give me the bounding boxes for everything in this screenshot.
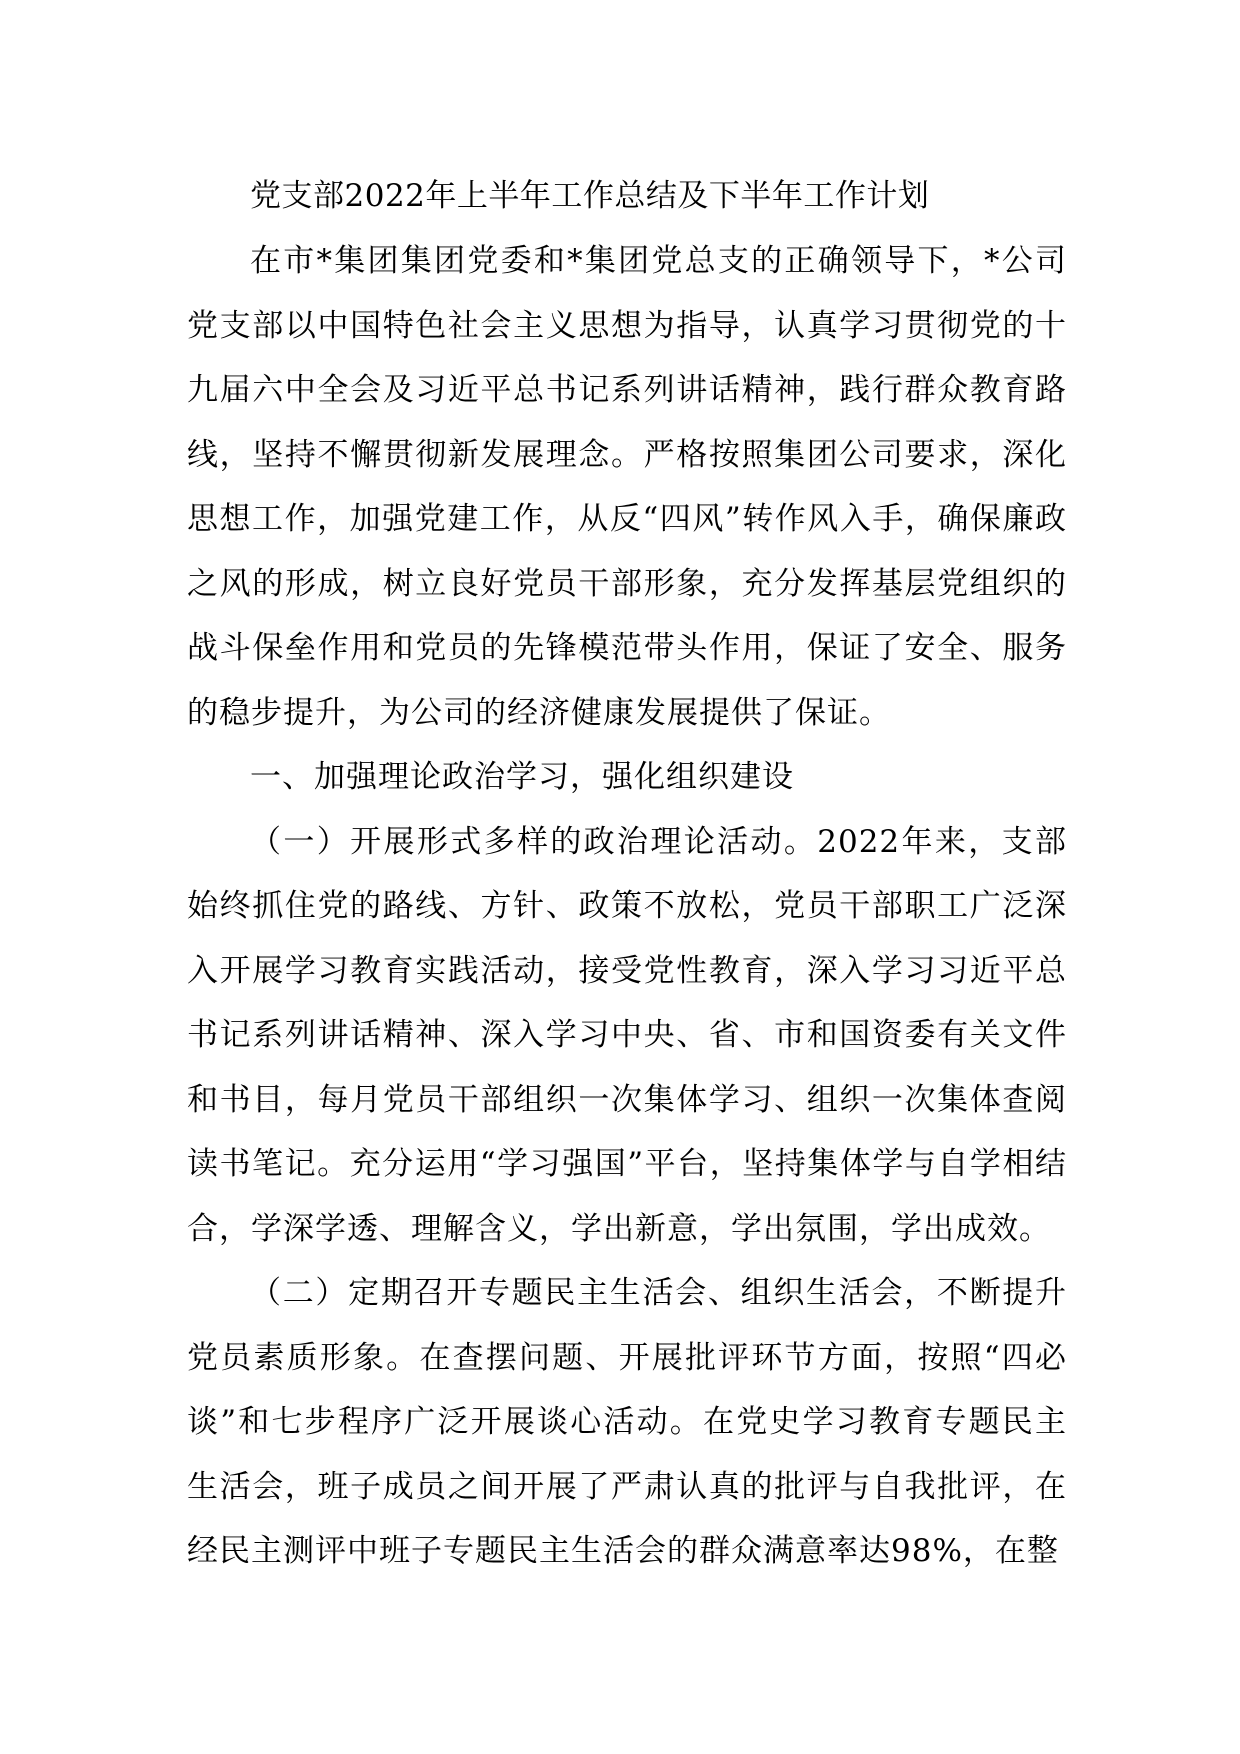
document-title: 党支部2022年上半年工作总结及下半年工作计划 [250, 178, 930, 214]
subsection-1-paragraph: （一）开展形式多样的政治理论活动。2022年来，支部始终抓住党的路线、方针、政策不放松，党员干部职工广泛深入开展学习教育实践活动，接受党性教育，深入学习习近平总书记系列讲话精神、深入学习中央、省、市和国资委有关文件和书目，每月党员干部组织一次集体学习、组织一次集体查阅读书笔记。充分运用“学习强国”平台，坚持集体学与自学相结合，学深学透、理解含义，学出新意，学出氛围，学出成效。 [187, 823, 1067, 1247]
document-body [187, 229, 1067, 1584]
section-heading-1: 一、加强理论政治学习，强化组织建设 [250, 759, 794, 795]
subsection-2-paragraph: （二）定期召开专题民主生活会、组织生活会，不断提升党员素质形象。在查摆问题、开展批评环节方面，按照“四必谈”和七步程序广泛开展谈心活动。在党史学习教育专题民主生活会，班子成员之间开展了严肃认真的批评与自我批评，在经民主测评中班子专题民主生活会的群众满意率达98%，在整 [187, 1275, 1067, 1569]
intro-paragraph: 在市*集团集团党委和*集团党总支的正确领导下，*公司党支部以中国特色社会主义思想为指导，认真学习贯彻党的十九届六中全会及习近平总书记系列讲话精神，践行群众教育路线，坚持不懈贯彻新发展理念。严格按照集团公司要求，深化思想工作，加强党建工作，从反“四风”转作风入手，确保廉政之风的形成，树立良好党员干部形象，充分发挥基层党组织的战斗保垒作用和党员的先锋模范带头作用，保证了安全、服务的稳步提升，为公司的经济健康发展提供了保证。 [187, 243, 1067, 731]
